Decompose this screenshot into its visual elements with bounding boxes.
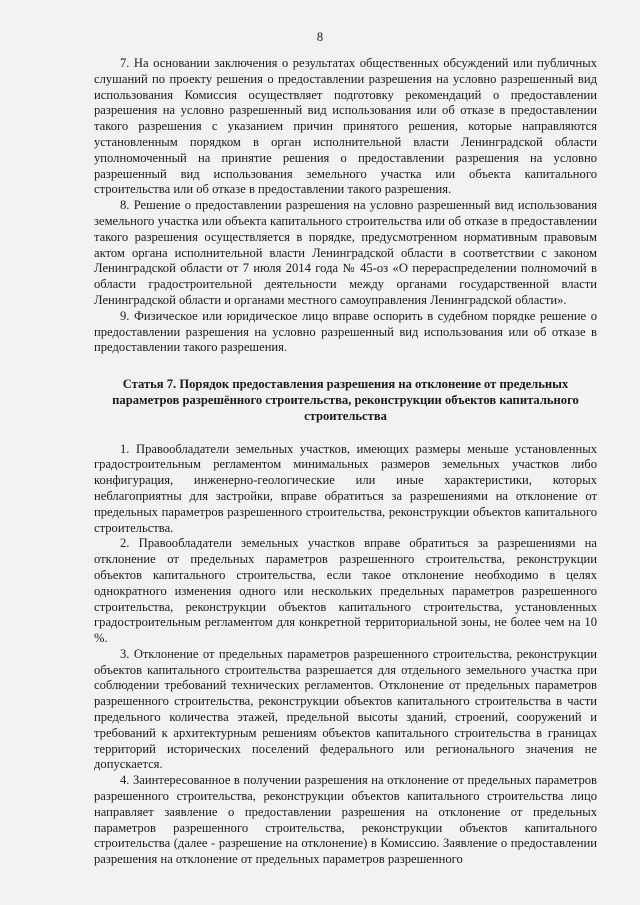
article-7-paragraph-2: 2. Правообладатели земельных участков вправе обратиться за разрешениями на отклонение от предельных параметров разрешенного строительства, реконструкции объектов капитального строительства, если такое отклонение необходимо в целях однократного изменения одного или нескольких предельных параметров разрешенного строительства, реконструкции объектов капитального строительства, установленных градостроительным регламентом для конкретной территориальной зоны, не более чем на 10 %. [94, 536, 597, 646]
article-7-paragraph-1: 1. Правообладатели земельных участков, имеющих размеры меньше установленных градостроительным регламентом минимальных размеров земельных участков либо конфигурация, инженерно-геологические или иные характеристики, которых неблагоприятны для застройки, вправе обратиться за разрешениями на отклонение от предельных параметров разрешенного строительства, реконструкции объектов капитального строительства. [94, 441, 597, 535]
article-7-heading: Статья 7. Порядок предоставления разрешения на отклонение от предельных параметров разрешённого строительства, реконструкции объектов капитального строительства [112, 377, 579, 423]
spacer [94, 356, 597, 377]
article-7-paragraph-4: 4. Заинтересованное в получении разрешения на отклонение от предельных параметров разрешенного строительства, реконструкции объектов капитального строительства лицо направляет заявление о предоставлении разрешения на отклонение от предельных параметров разрешенного строительства, реконструкции объектов капитального строительства (далее - разрешение на отклонение) в Комиссию. Заявление о предоставлении разрешения на отклонение от предельных параметров разрешенного [94, 773, 597, 867]
paragraph-8: 8. Решение о предоставлении разрешения на условно разрешенный вид использования земельного участка или объекта капитального строительства или об отказе в предоставлении такого разрешения осуществляется в порядке, предусмотренном нормативным правовым актом органа исполнительной власти Ленинградской области в соответствии с законом Ленинградской области от 7 июля 2014 года № 45-оз «О перераспределении полномочий в области градостроительной деятельности между органами государственной власти Ленинградской области и органами местного самоуправления Ленинградской области». [94, 198, 597, 307]
article-7-paragraph-3: 3. Отклонение от предельных параметров разрешенного строительства, реконструкции объектов капитального строительства разрешается для отдельного земельного участка при соблюдении требований технических регламентов. Отклонение от предельных параметров разрешенного строительства, реконструкции объектов капитального строительства в части предельного количества этажей, предельной высоты зданий, строений, сооружений и требований к архитектурным решениям объектов капитального строительства в границах территорий исторических поселений федерального или регионального значения не допускается. [94, 646, 597, 772]
page-number: 8 [316, 30, 324, 44]
paragraph-7: 7. На основании заключения о результатах общественных обсуждений или публичных слушаний по проекту решения о предоставлении разрешения на условно разрешенный вид использования Комиссия осуществляет подготовку рекомендаций о предоставлении разрешения на условно разрешенный вид использования или об отказе в предоставлении такого разрешения с указанием причин принятого решения, которые направляются установленным порядком в орган исполнительной власти Ленинградской области уполномоченный на принятие решения о предоставлении разрешения на условно разрешенный вид использования земельного участка или объекта капитального строительства или об отказе в предоставлении такого разрешения. [94, 56, 597, 197]
document-body [94, 56, 597, 868]
paragraph-9: 9. Физическое или юридическое лицо вправе оспорить в судебном порядке решение о предоставлении разрешения на условно разрешенный вид использования или об отказе в предоставлении такого разрешения. [94, 308, 597, 355]
